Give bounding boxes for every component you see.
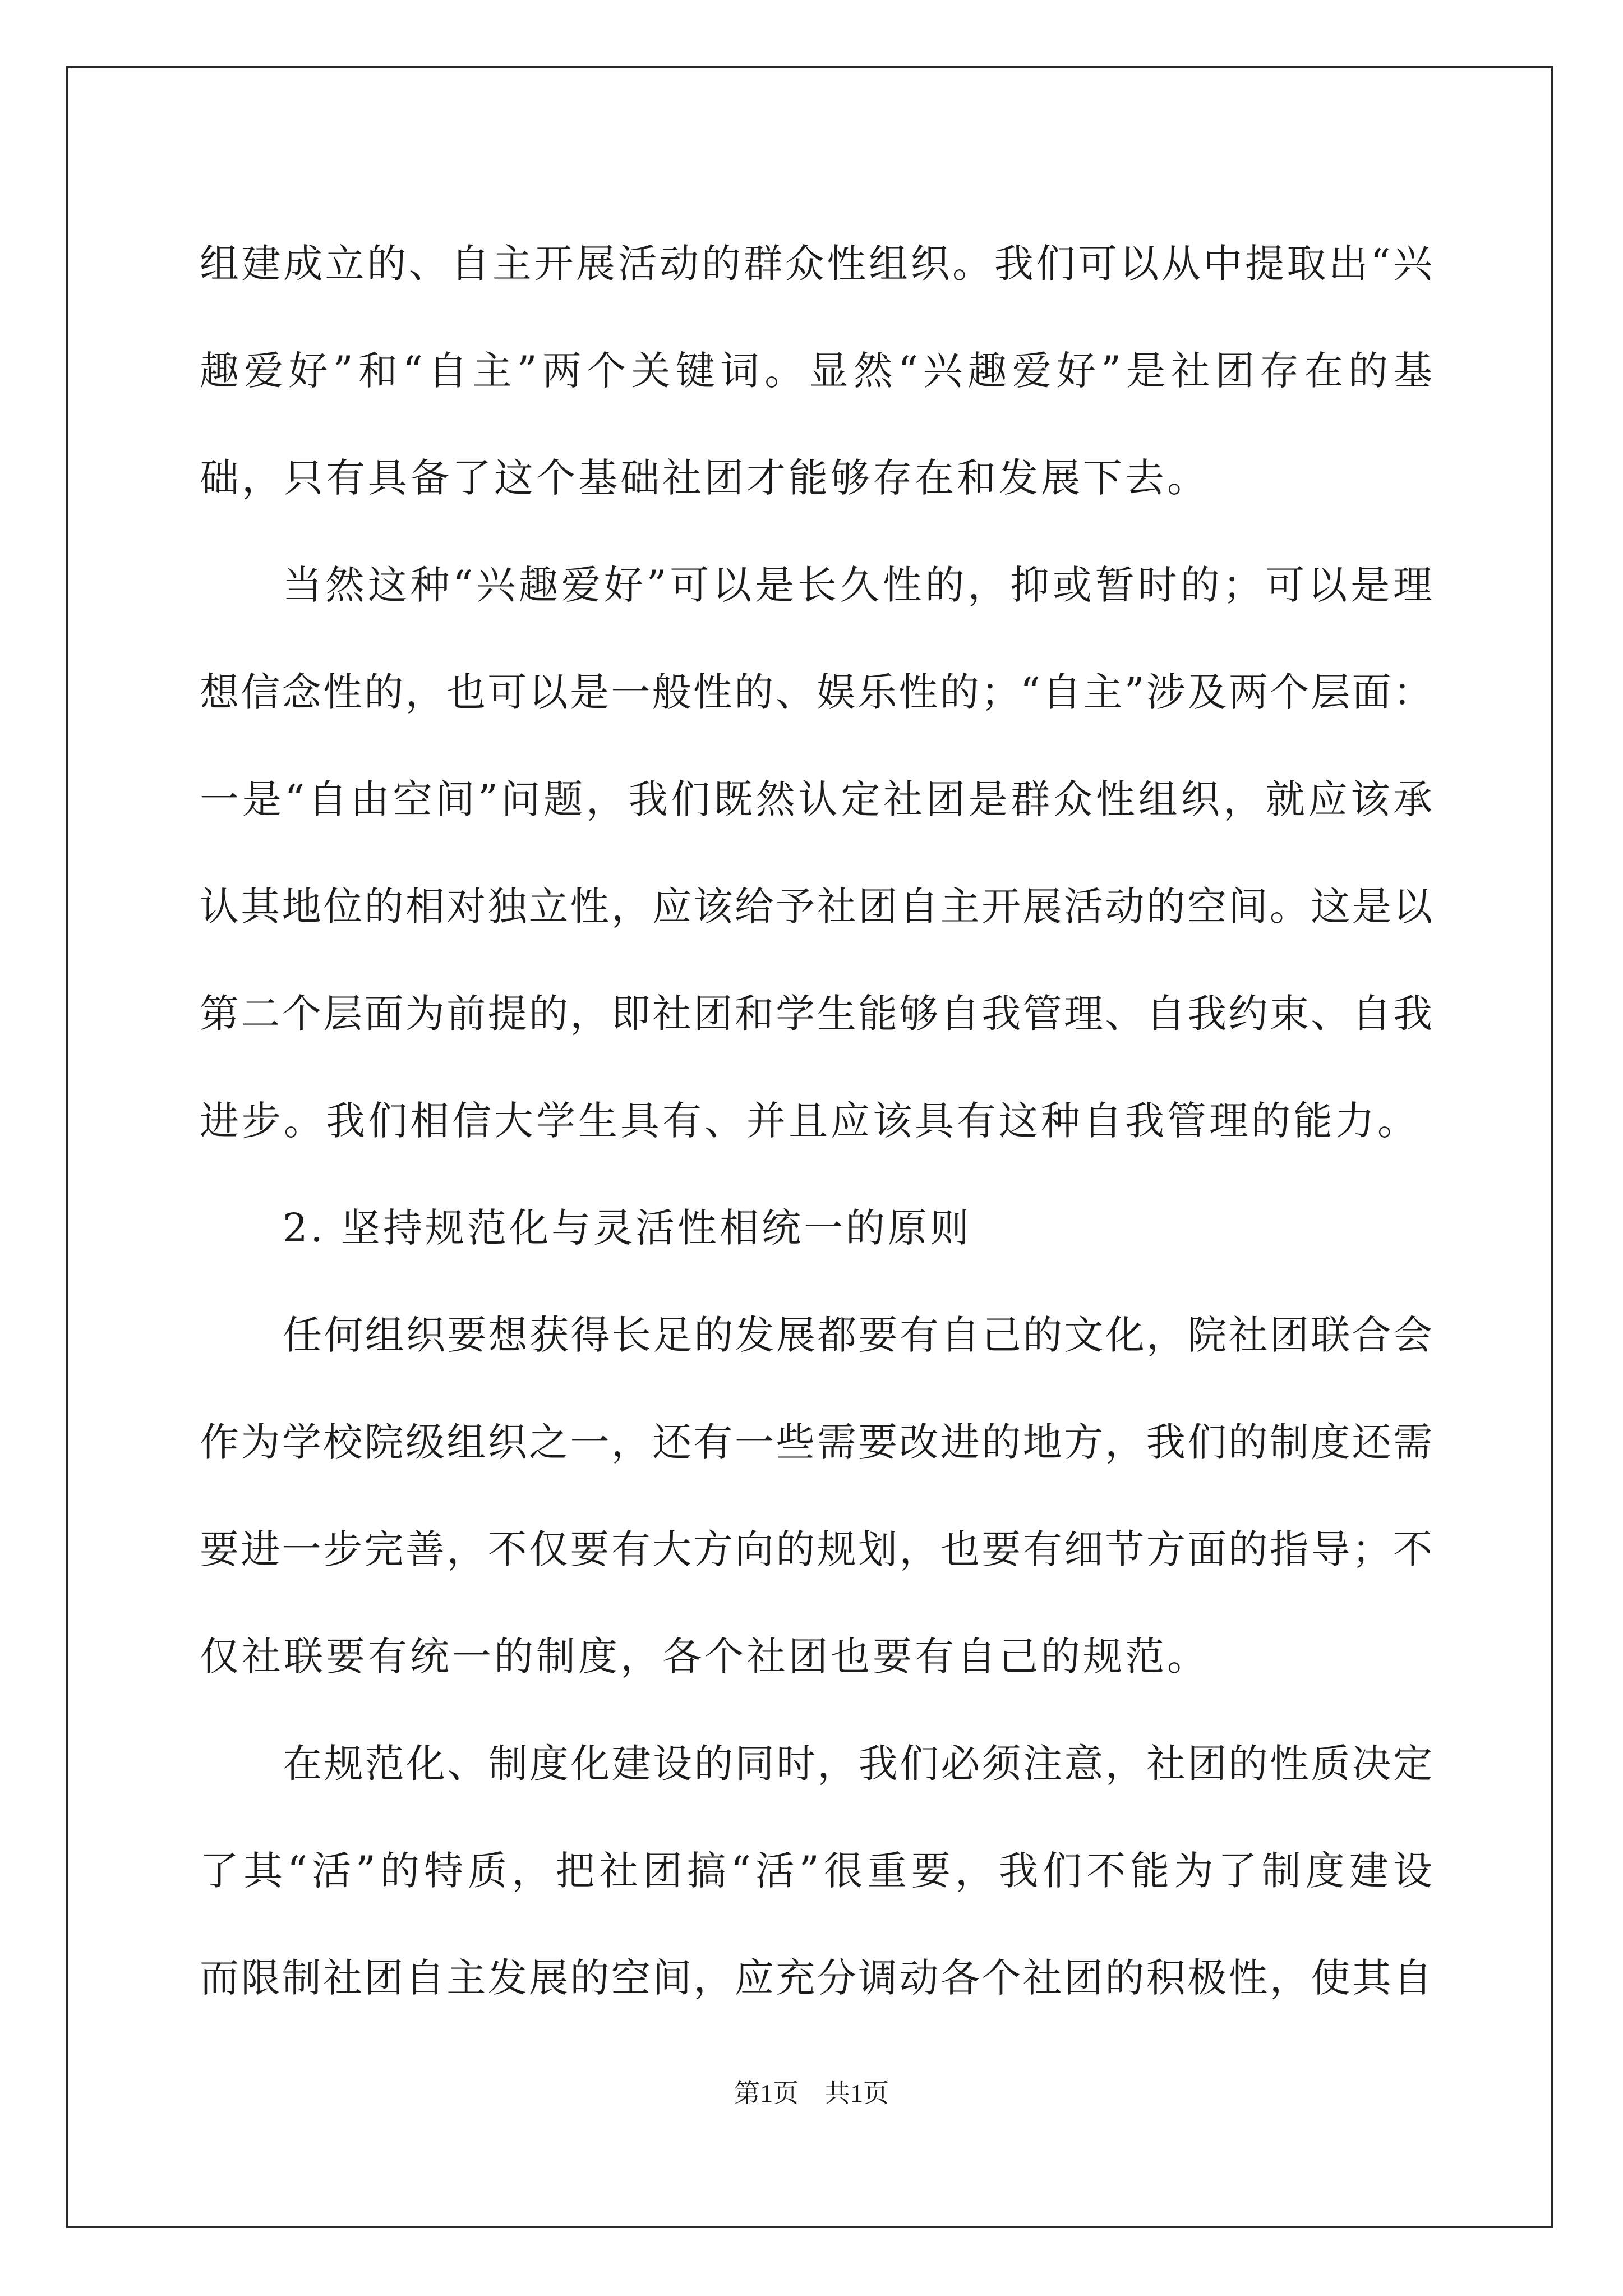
text-line: 一是“自由空间”问题，我们既然认定社团是群众性组织，就应该承 <box>200 776 1432 822</box>
text-line: 在规范化、制度化建设的同时，我们必须注意，社团的性质决定 <box>283 1741 1432 1787</box>
text-line: 趣爱好”和“自主”两个关键词。显然“兴趣爱好”是社团存在的基 <box>200 348 1432 394</box>
text-line: 想信念性的，也可以是一般性的、娱乐性的；“自主”涉及两个层面： <box>200 669 1432 715</box>
page-footer <box>0 2077 1623 2110</box>
text-line: 了其“活”的特质，把社团搞“活”很重要，我们不能为了制度建设 <box>200 1848 1432 1894</box>
text-line: 任何组织要想获得长足的发展都要有自己的文化，院社团联合会 <box>283 1312 1432 1358</box>
section-heading: 2. 坚持规范化与灵活性相统一的原则 <box>283 1205 972 1251</box>
page-total: 共1页 <box>824 2079 889 2108</box>
text-line: 认其地位的相对独立性，应该给予社团自主开展活动的空间。这是以 <box>200 884 1432 930</box>
text-line: 当然这种“兴趣爱好”可以是长久性的，抑或暂时的；可以是理 <box>283 562 1432 608</box>
page-number: 第1页 <box>734 2079 799 2108</box>
text-line: 组建成立的、自主开展活动的群众性组织。我们可以从中提取出“兴 <box>200 241 1432 287</box>
text-line: 第二个层面为前提的，即社团和学生能够自我管理、自我约束、自我 <box>200 991 1432 1037</box>
text-line: 础，只有具备了这个基础社团才能够存在和发展下去。 <box>200 455 1209 501</box>
text-line: 要进一步完善，不仅要有大方向的规划，也要有细节方面的指导；不 <box>200 1526 1432 1572</box>
text-line: 而限制社团自主发展的空间，应充分调动各个社团的积极性，使其自 <box>200 1955 1432 2001</box>
text-line: 进步。我们相信大学生具有、并且应该具有这种自我管理的能力。 <box>200 1098 1419 1144</box>
text-line: 仅社联要有统一的制度，各个社团也要有自己的规范。 <box>200 1634 1209 1680</box>
document-body <box>200 210 1432 2032</box>
text-line: 作为学校院级组织之一，还有一些需要改进的地方，我们的制度还需 <box>200 1419 1432 1465</box>
